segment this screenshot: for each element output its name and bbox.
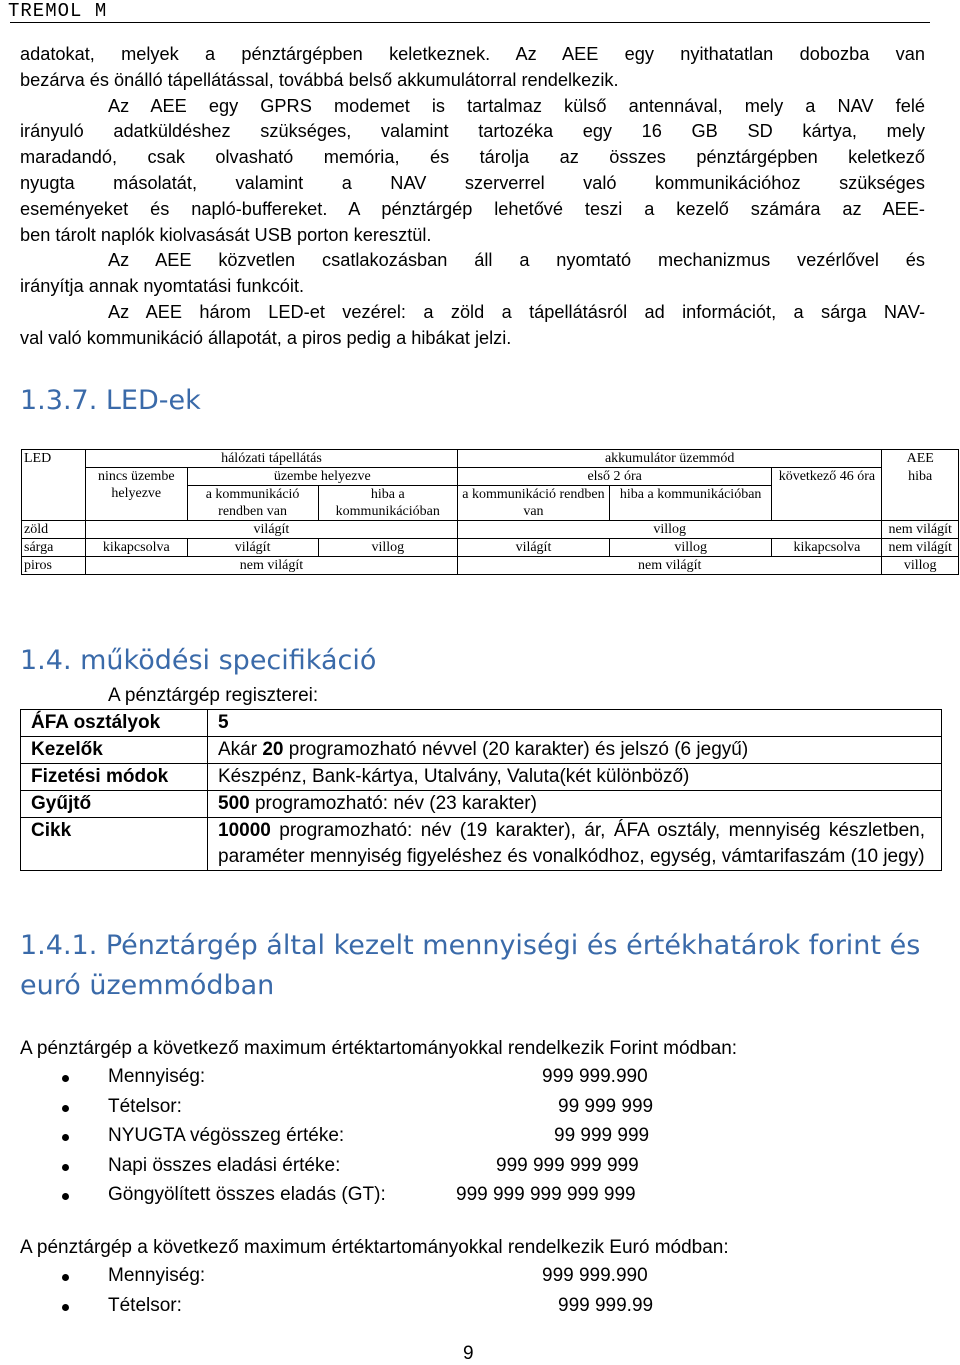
register-name: Gyűjtő (21, 791, 208, 818)
comm-error-header: hiba a kommunikációban (609, 486, 771, 521)
body-line: adatokat, melyek a pénztárgépben keletkeznek. Az AEE egy nyithatatlan dobozba van (20, 44, 925, 64)
power-header: hálózati tápellátás (85, 450, 457, 468)
comm-error-header: hiba a kommunikációban (318, 486, 457, 521)
cell: világít (457, 539, 609, 557)
cell: nem világít (85, 557, 457, 575)
led-header: LED (22, 450, 86, 521)
first-2h-header: első 2 óra (457, 468, 771, 486)
body-line: ben tárolt naplók kiolvasását USB porton keresztül. (20, 224, 432, 245)
page-number: 9 (463, 1343, 474, 1364)
body-text (20, 42, 925, 352)
section-heading-limits-cont: euró üzemmódban (20, 970, 275, 1001)
section-heading-spec: 1.4. működési specifikáció (20, 645, 377, 676)
register-value: 10000 programozható: név (19 karakter), ár, ÁFA osztály, mennyiség készletben, paraméter mennyiség figyeléshez és vonalkódhoz, egység, vámtarifaszám (10 jegy) (208, 818, 942, 871)
aee-header: AEE (882, 450, 959, 468)
register-value: Akár 20 programozható névvel (20 karakter) és jelszó (6 jegyű) (208, 737, 942, 764)
row-label-green: zöld (22, 521, 86, 539)
running-header: TREMOL M (8, 0, 108, 22)
cell: nem világít (882, 539, 959, 557)
forint-intro: A pénztárgép a következő maximum értéktartományokkal rendelkezik Forint módban: (20, 1038, 738, 1059)
next-46h-header: következő 46 óra (772, 468, 882, 521)
row-label-yellow: sárga (22, 539, 86, 557)
bullet-icon (62, 1304, 69, 1311)
body-line: maradandó, csak olvasható memória, és tárolja az összes pénztárgépben keletkező (20, 147, 925, 168)
registers-table (20, 709, 942, 871)
bullet-icon (62, 1164, 69, 1171)
register-value: 500 programozható: név (23 karakter) (208, 791, 942, 818)
cell: világít (187, 539, 318, 557)
battery-header: akkumulátor üzemmód (457, 450, 881, 468)
cell: nem világít (882, 521, 959, 539)
register-name: Cikk (21, 818, 208, 871)
register-value: 5 (208, 710, 942, 737)
euro-intro: A pénztárgép a következő maximum értéktartományokkal rendelkezik Euró módban: (20, 1237, 729, 1258)
cell: kikapcsolva (772, 539, 882, 557)
header-rule (10, 22, 930, 23)
register-name: Kezelők (21, 737, 208, 764)
bullet-icon (62, 1274, 69, 1281)
body-line: irányítja annak nyomtatási funkcóit. (20, 276, 305, 297)
body-line: bezárva és önálló tápellátással, továbbá belső akkumulátorral rendelkezik. (20, 69, 619, 90)
section-heading-limits: 1.4.1. Pénztárgép által kezelt mennyiségi és értékhatárok forint és (20, 930, 921, 961)
cell: villog (882, 557, 959, 575)
body-line: val való kommunikáció állapotát, a piros pedig a hibákat jelzi. (20, 327, 512, 348)
section-heading-leds: 1.3.7. LED-ek (20, 385, 201, 416)
aee-error-header: hiba (882, 468, 959, 521)
body-line: Az AEE közvetlen csatlakozásban áll a nyomtató mechanizmus vezérlővel és (108, 250, 925, 271)
body-line: nyugta másolatát, valamint a NAV szerverrel való kommunikációhoz szükséges (20, 172, 925, 193)
comm-ok-header: a kommunikáció rendben van (187, 486, 318, 521)
cell: kikapcsolva (85, 539, 187, 557)
body-line: eseményeket és napló-buffereket. A pénztárgép lehetővé teszi a kezelő számára az AEE- (20, 198, 925, 219)
cell: világít (85, 521, 457, 539)
registers-caption: A pénztárgép regiszterei: (108, 685, 319, 706)
register-value: Készpénz, Bank-kártya, Utalvány, Valuta(két különböző) (208, 764, 942, 791)
register-name: Fizetési módok (21, 764, 208, 791)
cell: villog (318, 539, 457, 557)
body-line: Az AEE három LED-et vezérel: a zöld a tápellátásról ad információt, a sárga NAV- (108, 301, 925, 322)
led-table (21, 449, 959, 575)
body-line: Az AEE egy GPRS modemet is tartalmaz külső antennával, mely a NAV felé (108, 95, 925, 116)
comm-ok-header: a kommunikáció rendben van (457, 486, 609, 521)
bullet-icon (62, 1134, 69, 1141)
bullet-icon (62, 1105, 69, 1112)
row-label-red: piros (22, 557, 86, 575)
bullet-icon (62, 1193, 69, 1200)
cell: villog (457, 521, 881, 539)
register-name: ÁFA osztályok (21, 710, 208, 737)
cell: villog (609, 539, 771, 557)
cell: nem világít (457, 557, 881, 575)
not-in-service-header: nincs üzembe helyezve (85, 468, 187, 521)
bullet-icon (62, 1075, 69, 1082)
body-line: irányuló adatküldéshez szükséges, valamint tartozéka egy 16 GB SD kártya, mely (20, 121, 925, 142)
in-service-header: üzembe helyezve (187, 468, 457, 486)
